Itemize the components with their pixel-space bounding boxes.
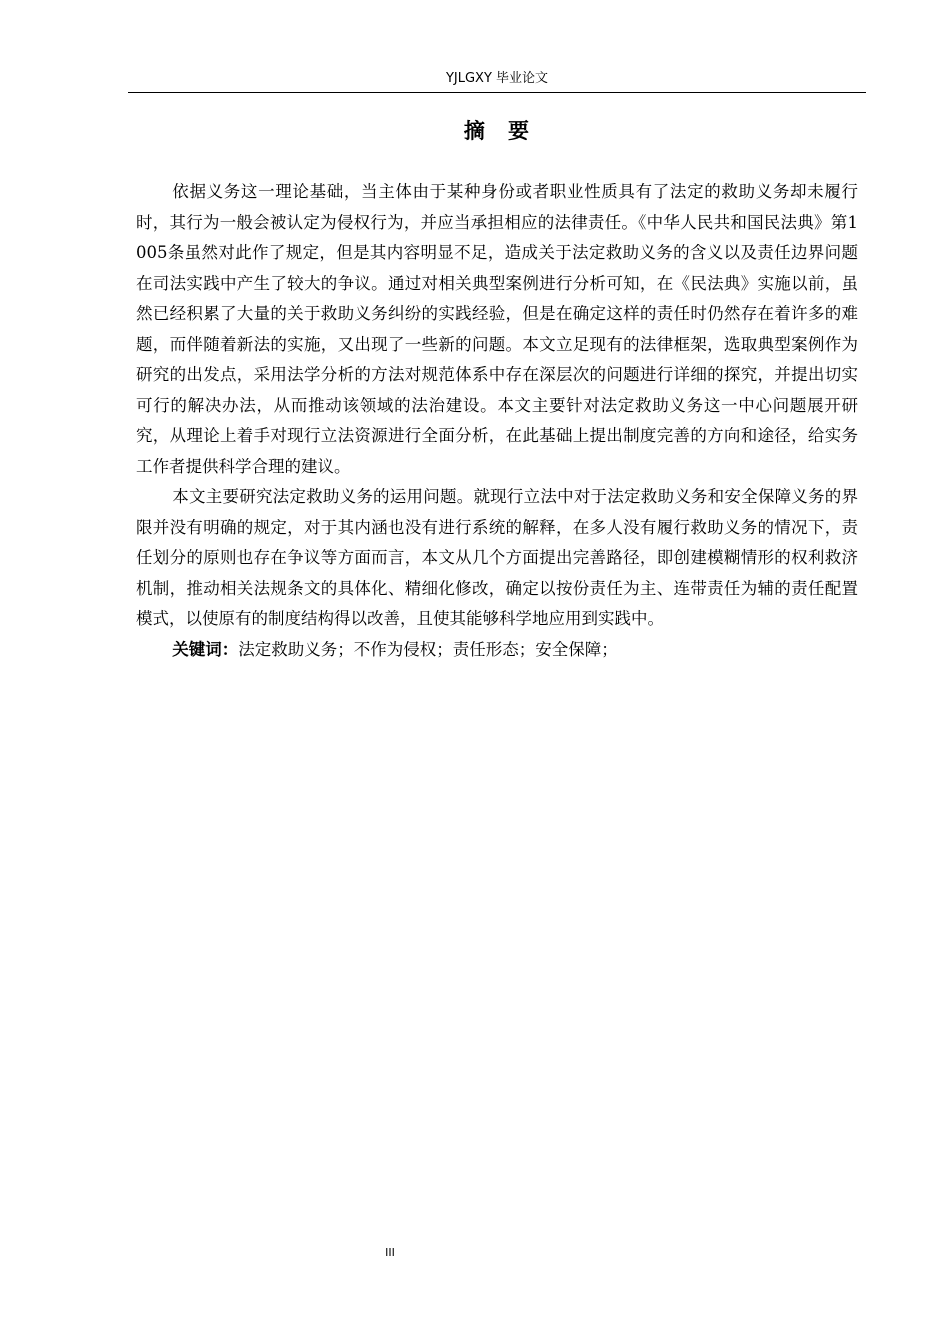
- keywords-line: [136, 635, 858, 666]
- abstract-paragraph-2: 本文主要研究法定救助义务的运用问题。就现行立法中对于法定救助义务和安全保障义务的界限并没有明确的规定，对于其内涵也没有进行系统的解释，在多人没有履行救助义务的情况下，责任划分的原则也存在争议等方面而言，本文从几个方面提出完善路径，即创建模糊情形的权利救济机制，推动相关法规条文的具体化、精细化修改，确定以按份责任为主、连带责任为辅的责任配置模式，以使原有的制度结构得以改善，且使其能够科学地应用到实践中。: [136, 487, 858, 628]
- abstract-body: [136, 177, 858, 665]
- abstract-paragraph-1: 依据义务这一理论基础，当主体由于某种身份或者职业性质具有了法定的救助义务却未履行时，其行为一般会被认定为侵权行为，并应当承担相应的法律责任。《中华人民共和国民法典》第1005条虽然对此作了规定，但是其内容明显不足，造成关于法定救助义务的含义以及责任边界问题在司法实践中产生了较大的争议。通过对相关典型案例进行分析可知，在《民法典》实施以前，虽然已经积累了大量的关于救助义务纠纷的实践经验，但是在确定这样的责任时仍然存在着许多的难题，而伴随着新法的实施，又出现了一些新的问题。本文立足现有的法律框架，选取典型案例作为研究的出发点，采用法学分析的方法对规范体系中存在深层次的问题进行详细的探究，并提出切实可行的解决办法，从而推动该领域的法治建设。本文主要针对法定救助义务这一中心问题展开研究，从理论上着手对现行立法资源进行全面分析，在此基础上提出制度完善的方向和途径，给实务工作者提供科学合理的建议。: [136, 182, 858, 476]
- keywords-label: 关键词：: [172, 639, 239, 659]
- running-header: YJLGXY 毕业论文: [445, 71, 549, 86]
- abstract-title: 摘 要: [463, 119, 531, 143]
- header-rule: [128, 92, 866, 93]
- page-number: III: [385, 1246, 395, 1259]
- keywords-text: 法定救助义务；不作为侵权；责任形态；安全保障；: [238, 639, 618, 659]
